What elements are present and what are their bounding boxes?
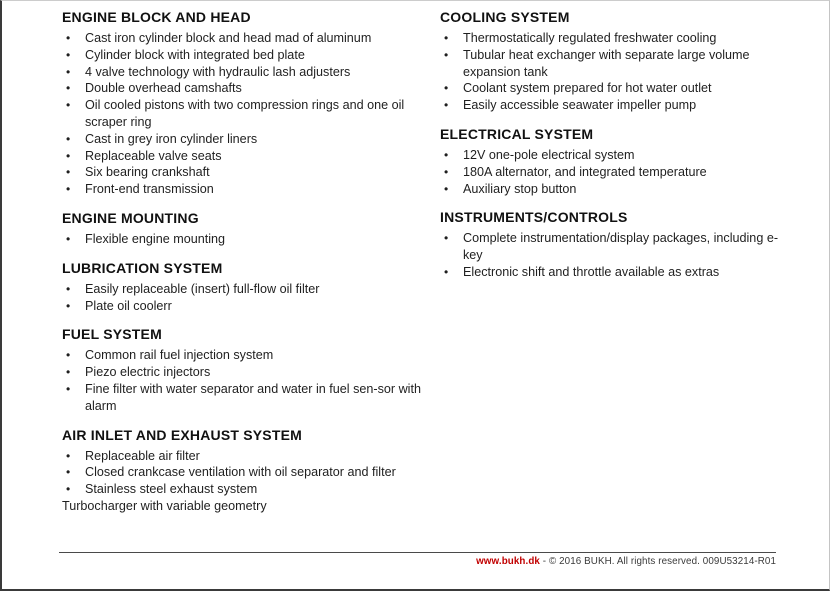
section-title: ENGINE BLOCK AND HEAD (62, 9, 251, 25)
list-item-text: Plate oil coolerr (85, 298, 172, 313)
bullet-icon: • (66, 31, 71, 45)
list-item (62, 181, 440, 198)
bullet-icon: • (444, 81, 449, 96)
section-title: ELECTRICAL SYSTEM (440, 125, 594, 142)
bullet-icon: • (444, 231, 449, 246)
bullet-list (62, 231, 440, 248)
section-note: Turbocharger with variable geometry (62, 498, 267, 513)
list-item (62, 64, 440, 81)
bullet-icon: • (66, 98, 71, 113)
section-engine-mounting (62, 210, 440, 248)
bullet-list (440, 147, 792, 197)
bullet-icon: • (66, 148, 71, 163)
list-item (440, 30, 792, 47)
list-item-text: Fine filter with water separator and water in fuel sen-sor with alarm (85, 381, 421, 413)
section-title: LUBRICATION SYSTEM (62, 259, 223, 276)
list-item (62, 347, 440, 364)
bullet-icon: • (66, 131, 71, 146)
list-item (62, 30, 440, 47)
list-item (440, 164, 792, 181)
list-item-text: Front-end transmission (85, 182, 214, 197)
bullet-icon: • (66, 365, 71, 380)
list-item (62, 80, 440, 97)
list-item (440, 80, 792, 97)
list-item-text: Replaceable valve seats (85, 148, 222, 163)
bullet-icon: • (66, 47, 71, 62)
list-item (62, 481, 440, 498)
section-cooling-system (440, 9, 792, 114)
section-instruments-controls (440, 209, 792, 280)
list-item-text: Easily replaceable (insert) full-flow oil filter (85, 281, 320, 296)
list-item (62, 464, 440, 481)
section-engine-block-and-head (62, 9, 440, 198)
list-item (440, 181, 792, 198)
list-item-text: Oil cooled pistons with two compression rings and one oil scraper ring (85, 98, 405, 129)
list-item-text: Closed crankcase ventilation with oil separator and filter (85, 465, 396, 480)
bullet-icon: • (66, 298, 71, 313)
bullet-icon: • (444, 181, 449, 196)
page-footer (59, 552, 776, 567)
list-item-text: Six bearing crankshaft (85, 165, 210, 180)
bullet-icon: • (66, 64, 71, 79)
list-item-text: 180A alternator, and integrated temperature (463, 164, 707, 179)
list-item-text: Stainless steel exhaust system (85, 482, 258, 497)
bullet-list (62, 281, 440, 315)
bullet-list (440, 30, 792, 114)
bullet-icon: • (66, 448, 71, 463)
bullet-icon: • (66, 348, 71, 363)
bullet-icon: • (444, 147, 449, 162)
list-item-text: Cast iron cylinder block and head mad of aluminum (85, 31, 372, 45)
bullet-icon: • (66, 165, 71, 180)
bullet-icon: • (66, 231, 71, 246)
bullet-list (62, 347, 440, 414)
section-title: AIR INLET AND EXHAUST SYSTEM (62, 426, 302, 443)
list-item-text: Cast in grey iron cylinder liners (85, 131, 258, 146)
list-item-text: Electronic shift and throttle available as extras (463, 264, 720, 279)
section-title: INSTRUMENTS/CONTROLS (440, 209, 628, 226)
list-item-text: Double overhead camshafts (85, 81, 242, 96)
bullet-list (62, 30, 440, 198)
section-electrical-system (440, 126, 792, 197)
list-item (440, 147, 792, 164)
list-item-text: Common rail fuel injection system (85, 348, 274, 363)
list-item (62, 281, 440, 298)
list-item (62, 131, 440, 148)
list-item-text: Thermostatically regulated freshwater cooling (463, 31, 717, 45)
list-item (440, 264, 792, 281)
bullet-icon: • (66, 465, 71, 480)
list-item-text: 4 valve technology with hydraulic lash adjusters (85, 64, 351, 79)
bullet-icon: • (444, 264, 449, 279)
section-title: COOLING SYSTEM (440, 9, 570, 25)
section-title: FUEL SYSTEM (62, 326, 162, 343)
left-column (62, 9, 440, 527)
bullet-icon: • (66, 381, 71, 396)
bullet-list (440, 230, 792, 280)
spec-columns (2, 1, 829, 527)
list-item (62, 381, 440, 415)
list-item-text: Coolant system prepared for hot water outlet (463, 81, 712, 96)
list-item-text: Complete instrumentation/display packages, including e-key (463, 231, 779, 263)
section-title: ENGINE MOUNTING (62, 209, 199, 226)
list-item (62, 448, 440, 465)
bullet-icon: • (444, 98, 449, 113)
list-item-text: Tubular heat exchanger with separate large volume expansion tank (463, 47, 750, 79)
right-column (440, 9, 792, 527)
bullet-list (62, 448, 440, 498)
bullet-icon: • (444, 47, 449, 62)
list-item (62, 148, 440, 165)
bullet-icon: • (66, 482, 71, 497)
list-item (62, 298, 440, 315)
bullet-icon: • (444, 164, 449, 179)
list-item (62, 47, 440, 64)
bullet-icon: • (66, 281, 71, 296)
bullet-icon: • (444, 31, 449, 45)
list-item (62, 364, 440, 381)
list-item (62, 231, 440, 248)
list-item (440, 230, 792, 264)
copyright-text: - © 2016 BUKH. All rights reserved. 009U53214-R01 (539, 556, 776, 567)
list-item (440, 47, 792, 81)
list-item-text: Auxiliary stop button (463, 181, 577, 196)
list-item-text: Replaceable air filter (85, 448, 200, 463)
bukh-website-link[interactable]: www.bukh.dk (476, 556, 540, 567)
list-item (62, 97, 440, 131)
section-lubrication-system (62, 260, 440, 315)
list-item-text: Easily accessible seawater impeller pump (463, 98, 697, 113)
list-item-text: Flexible engine mounting (85, 231, 226, 246)
bullet-icon: • (66, 81, 71, 96)
list-item (62, 164, 440, 181)
list-item-text: 12V one-pole electrical system (463, 147, 635, 162)
list-item-text: Piezo electric injectors (85, 365, 211, 380)
list-item-text: Cylinder block with integrated bed plate (85, 47, 305, 62)
section-fuel-system (62, 326, 440, 414)
section-air-inlet-and-exhaust-system (62, 427, 440, 515)
list-item (440, 97, 792, 114)
bullet-icon: • (66, 182, 71, 197)
